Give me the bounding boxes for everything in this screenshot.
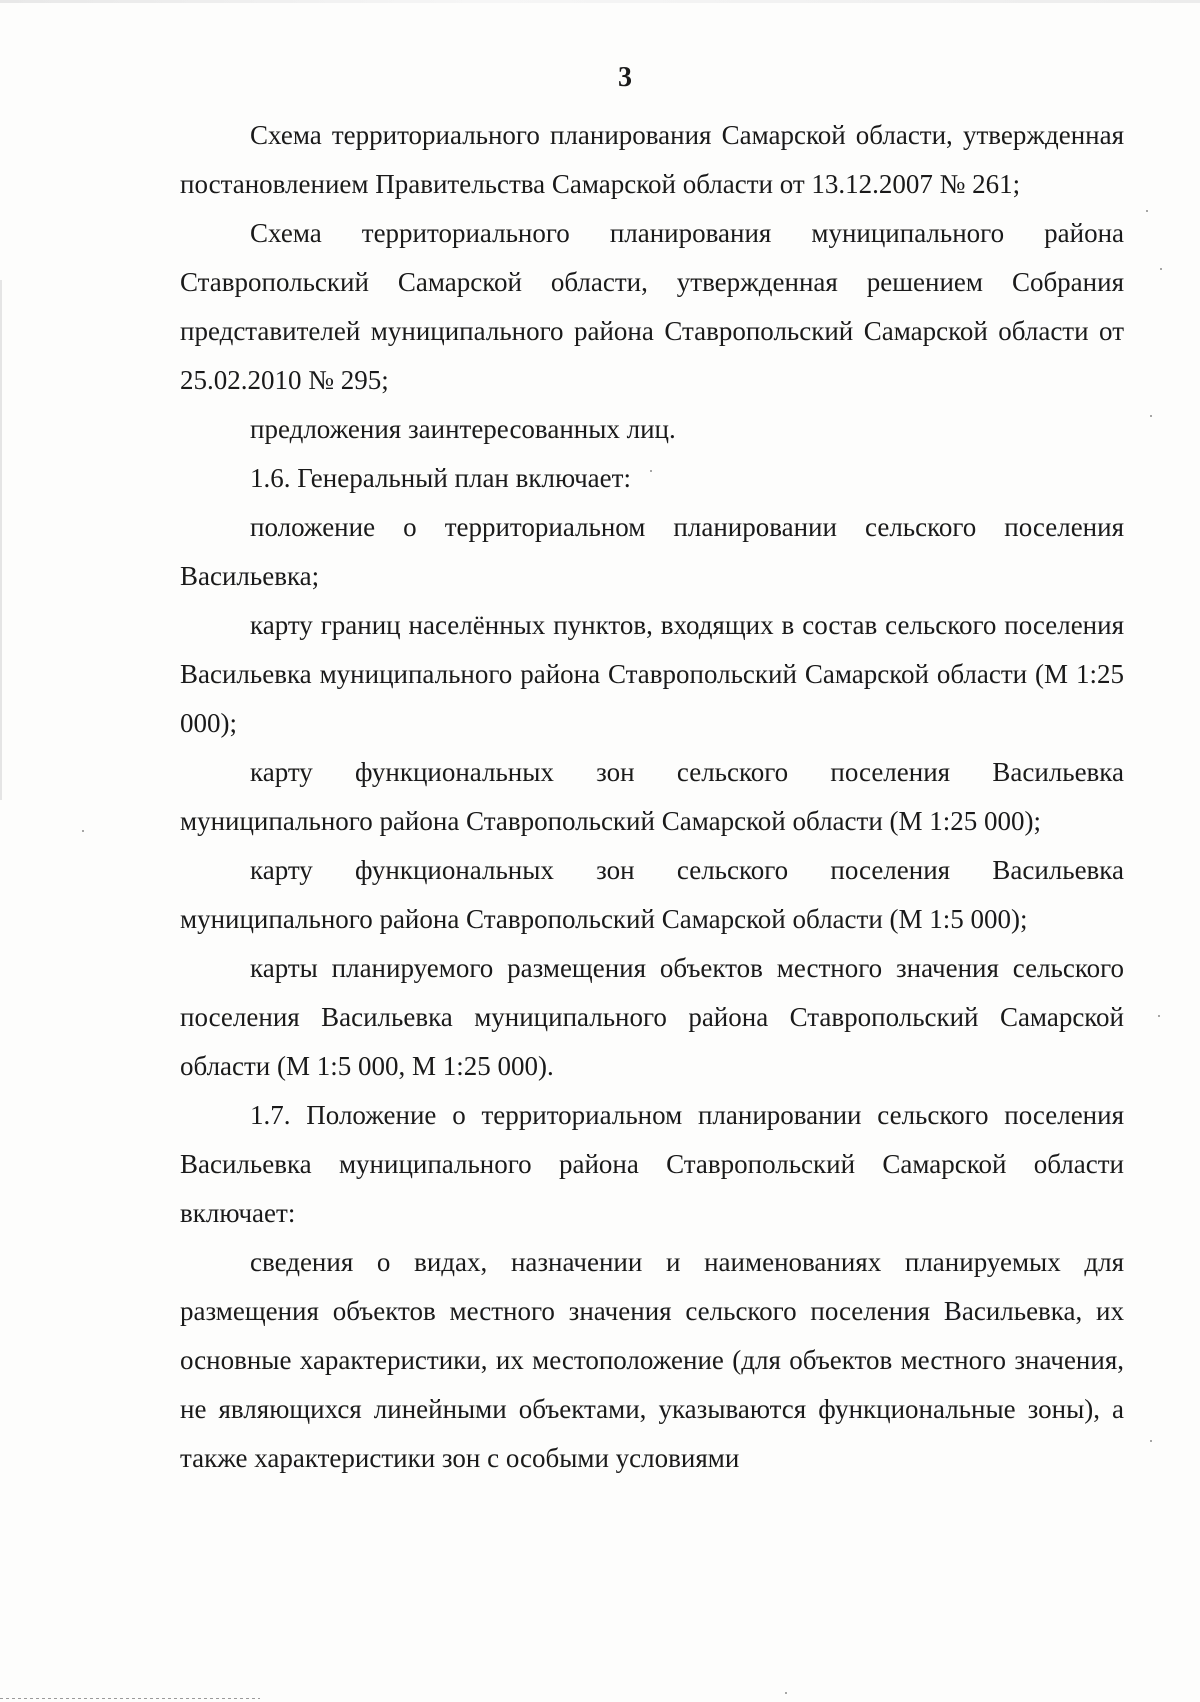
paragraph-zones-map-5000: карту функциональных зон сельского поселения Васильевка муниципального района Ставропольский Самарской области (М 1:5 000); (180, 855, 1124, 934)
scan-speck (82, 830, 84, 832)
paragraph-boundary-map: карту границ населённых пунктов, входящих в состав сельского поселения Васильевка муниципального района Ставропольский Самарской области (М 1:25 000); (180, 610, 1124, 738)
page-number: 3 (618, 62, 632, 93)
paragraph-planning-provision: положение о территориальном планировании сельского поселения Васильевка; (180, 512, 1124, 591)
scan-top-edge (0, 0, 1200, 3)
paragraph-scheme-region: Схема территориального планирования Самарской области, утвержденная постановлением Правительства Самарской области от 13.12.2007 № 261; (180, 120, 1124, 199)
document-body (180, 111, 1124, 1483)
scan-speck (1150, 1440, 1152, 1442)
scan-speck (1158, 1015, 1160, 1017)
paragraph-objects-info: сведения о видах, назначении и наименованиях планируемых для размещения объектов местного значения сельского поселения Васильевка, их основные характеристики, их местоположение (для объектов местного значения, не являющихся линейными объектами, указываются функциональные зоны), а также характеристики зон с особыми условиями (180, 1247, 1124, 1473)
scan-speck (785, 1692, 787, 1694)
paragraph-proposals: предложения заинтересованных лиц. (250, 414, 676, 444)
scan-speck (1150, 415, 1152, 417)
paragraph-section-1-7: 1.7. Положение о территориальном планировании сельского поселения Васильевка муниципального района Ставропольский Самарской области включает: (180, 1100, 1124, 1228)
scan-speck (650, 470, 652, 472)
paragraph-zones-map-25000: карту функциональных зон сельского поселения Васильевка муниципального района Ставропольский Самарской области (М 1:25 000); (180, 757, 1124, 836)
paragraph-scheme-district: Схема территориального планирования муниципального района Ставропольский Самарской области, утвержденная решением Собрания представителей муниципального района Ставропольский Самарской области от 25.02.2010 № 295; (180, 218, 1124, 395)
scan-speck (1146, 210, 1148, 212)
paragraph-placement-maps: карты планируемого размещения объектов местного значения сельского поселения Васильевка муниципального района Ставропольский Самарской области (М 1:5 000, М 1:25 000). (180, 953, 1124, 1081)
scan-speck (1160, 268, 1162, 270)
scan-left-edge (0, 280, 2, 800)
scan-bottom-edge (0, 1698, 260, 1699)
paragraph-section-1-6: 1.6. Генеральный план включает: (250, 463, 631, 493)
